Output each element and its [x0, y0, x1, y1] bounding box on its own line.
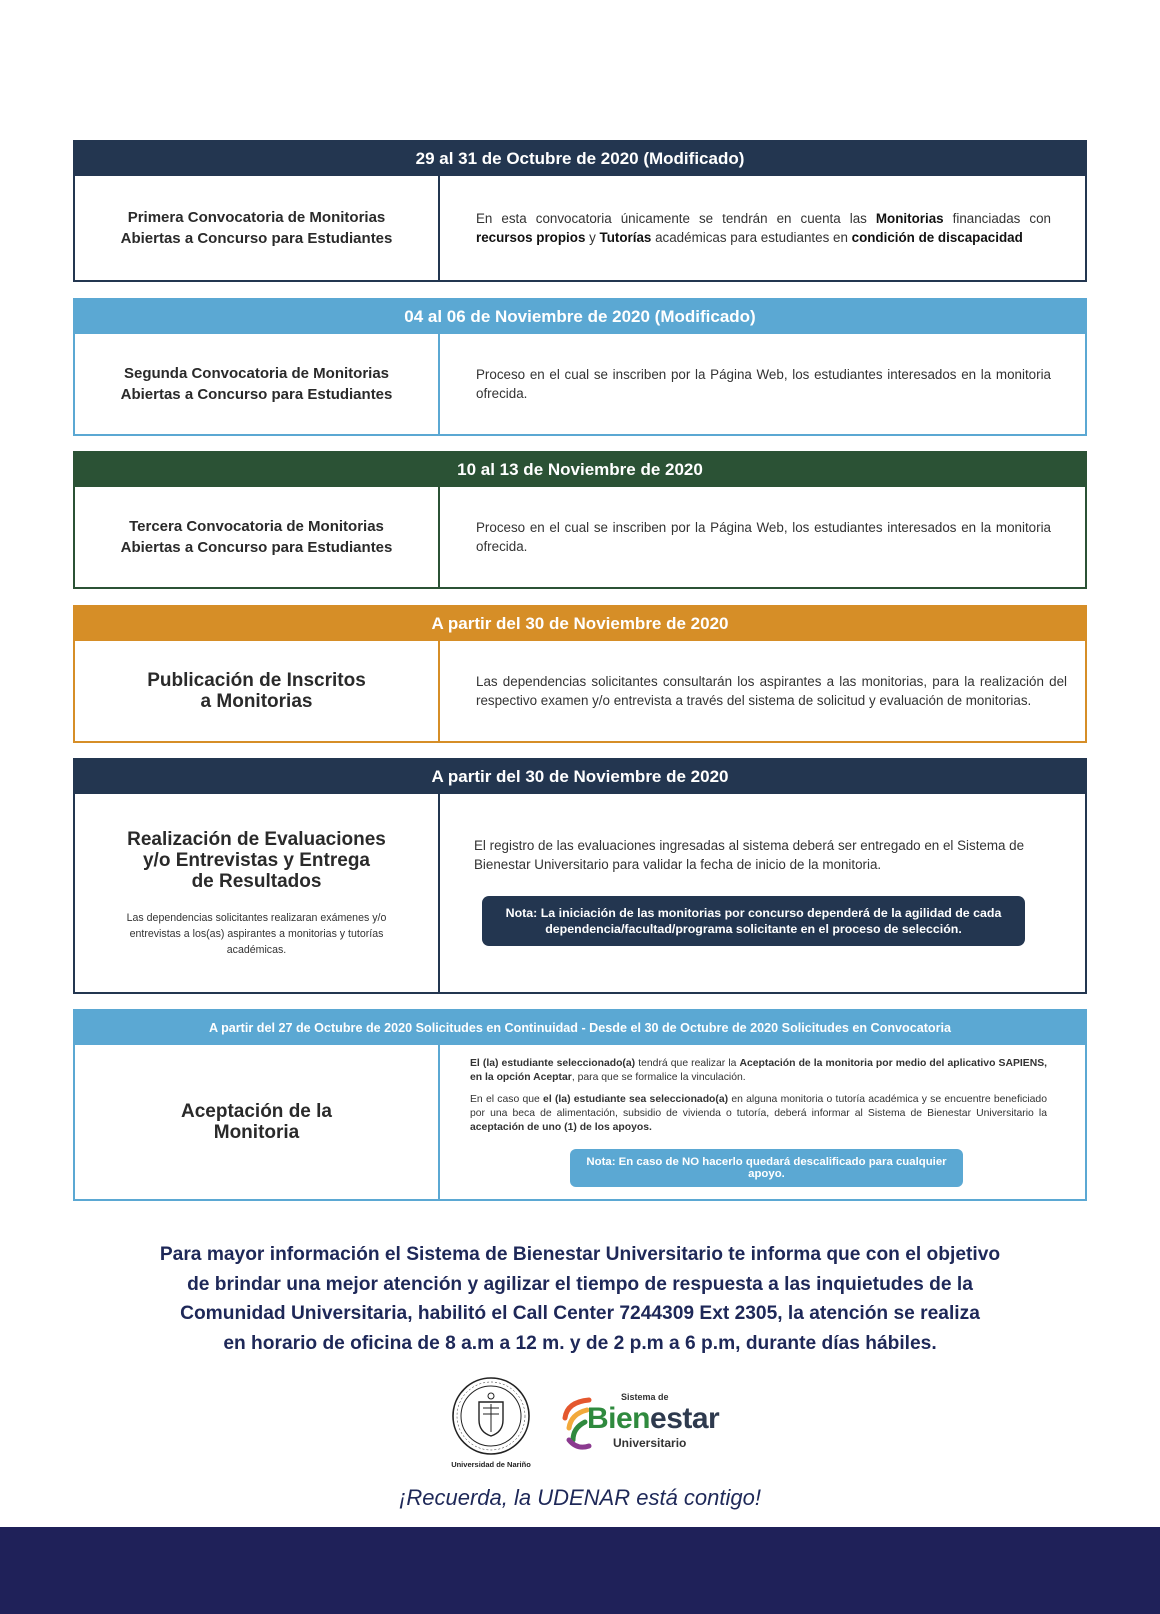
block-description-cell: [440, 794, 1085, 992]
block-description-cell: [440, 1045, 1085, 1199]
block-description-cell: [440, 641, 1085, 741]
block-title-line: Abiertas a Concurso para Estudiantes: [120, 230, 393, 247]
block-title-line: Segunda Convocatoria de Monitorias: [123, 365, 390, 382]
block-title-line: de Resultados: [191, 870, 322, 892]
block-description-cell: [440, 487, 1085, 587]
block-title-cell: [75, 487, 440, 587]
block-title-line: Monitoria: [213, 1122, 300, 1143]
block-header-date: 04 al 06 de Noviembre de 2020 (Modificado): [75, 300, 1085, 334]
block-description: Las dependencias solicitantes consultarán los aspirantes a las monitorias, para la realización del respectivo examen y/o entrevista a través del sistema de solicitud y evaluación de monitorias.: [476, 674, 1067, 708]
bienestar-bottom-text: Universitario: [613, 1435, 687, 1450]
note-box: Nota: La iniciación de las monitorias por concurso dependerá de la agilidad de cada dependencia/facultad/programa solicitante en el proceso de selección.: [482, 896, 1025, 946]
block-paragraph-1: El (la) estudiante seleccionado(a) tendrá que realizar la Aceptación de la monitoria por medio del aplicativo SAPIENS, en la opción Aceptar, para que se formalice la vinculación.: [470, 1058, 1048, 1083]
block-title-line: Publicación de Inscritos: [147, 670, 366, 691]
block-description: Proceso en el cual se inscriben por la Página Web, los estudiantes interesados en la monitoria ofrecida.: [476, 520, 1051, 554]
schedule-block-3: [73, 451, 1087, 589]
bienestar-wordmark: Bienestar: [587, 1401, 720, 1435]
block-header-date: 29 al 31 de Octubre de 2020 (Modificado): [75, 142, 1085, 176]
block-title-line: a Monitorias: [200, 691, 313, 712]
block-header-date: A partir del 30 de Noviembre de 2020: [75, 607, 1085, 641]
block-description-cell: [440, 334, 1085, 434]
block-header-date: A partir del 27 de Octubre de 2020 Solicitudes en Continuidad - Desde el 30 de Octubre de 2020 Solicitudes en Convocatoria: [75, 1011, 1085, 1045]
info-line: Comunidad Universitaria, habilitó el Call Center 7244309 Ext 2305, la atención se realiza: [180, 1303, 980, 1324]
schedule-block-2: [73, 298, 1087, 436]
info-paragraph: [60, 1240, 1100, 1358]
schedule-block-6: [73, 1009, 1087, 1201]
block-title-line: y/o Entrevistas y Entrega: [142, 849, 371, 871]
block-header-date: 10 al 13 de Noviembre de 2020: [75, 453, 1085, 487]
slogan: ¡Recuerda, la UDENAR está contigo!: [399, 1485, 761, 1510]
info-line: en horario de oficina de 8 a.m a 12 m. y de 2 p.m a 6 p.m, durante días hábiles.: [223, 1332, 937, 1354]
footer-bar: [0, 1527, 1160, 1614]
block-title-line: Abiertas a Concurso para Estudiantes: [120, 386, 393, 403]
block-title-cell: [75, 334, 440, 434]
udenar-seal-icon: [451, 1376, 531, 1456]
block-description-cell: [440, 176, 1085, 280]
udenar-logo: [441, 1376, 541, 1469]
info-line: Para mayor información el Sistema de Bienestar Universitario te informa que con el objetivo: [159, 1244, 1001, 1265]
block-title-line: Primera Convocatoria de Monitorias: [127, 209, 386, 226]
block-title-cell: [75, 794, 440, 992]
block-subtext: Las dependencias solicitantes realizaran exámenes y/o entrevistas a los(as) aspirantes a monitorias y tutorías académicas.: [126, 911, 387, 956]
block-title-line: Tercera Convocatoria de Monitorias: [129, 518, 384, 535]
bienestar-logo: [559, 1386, 719, 1460]
block-title-line: Realización de Evaluaciones: [127, 828, 386, 850]
block-description: En esta convocatoria únicamente se tendrán en cuenta las Monitorias financiadas con recursos propios y Tutorías académicas para estudiantes en condición de discapacidad: [476, 211, 1051, 245]
block-title-cell: [75, 176, 440, 280]
block-title-cell: [75, 641, 440, 741]
logos-row: [0, 1376, 1160, 1469]
note-box: Nota: En caso de NO hacerlo quedará descalificado para cualquier apoyo.: [570, 1149, 963, 1187]
info-line: de brindar una mejor atención y agilizar el tiempo de respuesta a las inquietudes de la: [187, 1273, 973, 1295]
block-paragraph-2: En el caso que el (la) estudiante sea seleccionado(a) en alguna monitoria o tutoría académica y se encuentre beneficiado por una beca de alimentación, subsidio de vivienda o tutoría, deberá informar al Sistema de Bienestar Universitario la aceptación de uno (1) de los apoyos.: [470, 1094, 1047, 1133]
block-title-line: Abiertas a Concurso para Estudiantes: [120, 539, 393, 556]
block-header-date: A partir del 30 de Noviembre de 2020: [75, 760, 1085, 794]
schedule-block-1: [73, 140, 1087, 282]
bienestar-top-text: Sistema de: [621, 1391, 669, 1402]
schedule-block-5: [73, 758, 1087, 994]
block-description: El registro de las evaluaciones ingresadas al sistema deberá ser entregado en el Sistema de Bienestar Universitario para validar la fecha de inicio de la monitoria.: [474, 838, 1025, 872]
block-title-line: Aceptación de la: [181, 1101, 332, 1122]
schedule-block-4: [73, 605, 1087, 743]
block-title-cell: [75, 1045, 440, 1199]
block-description: Proceso en el cual se inscriben por la Página Web, los estudiantes interesados en la monitoria ofrecida.: [476, 367, 1051, 401]
udenar-caption: Universidad de Nariño: [451, 1460, 531, 1469]
